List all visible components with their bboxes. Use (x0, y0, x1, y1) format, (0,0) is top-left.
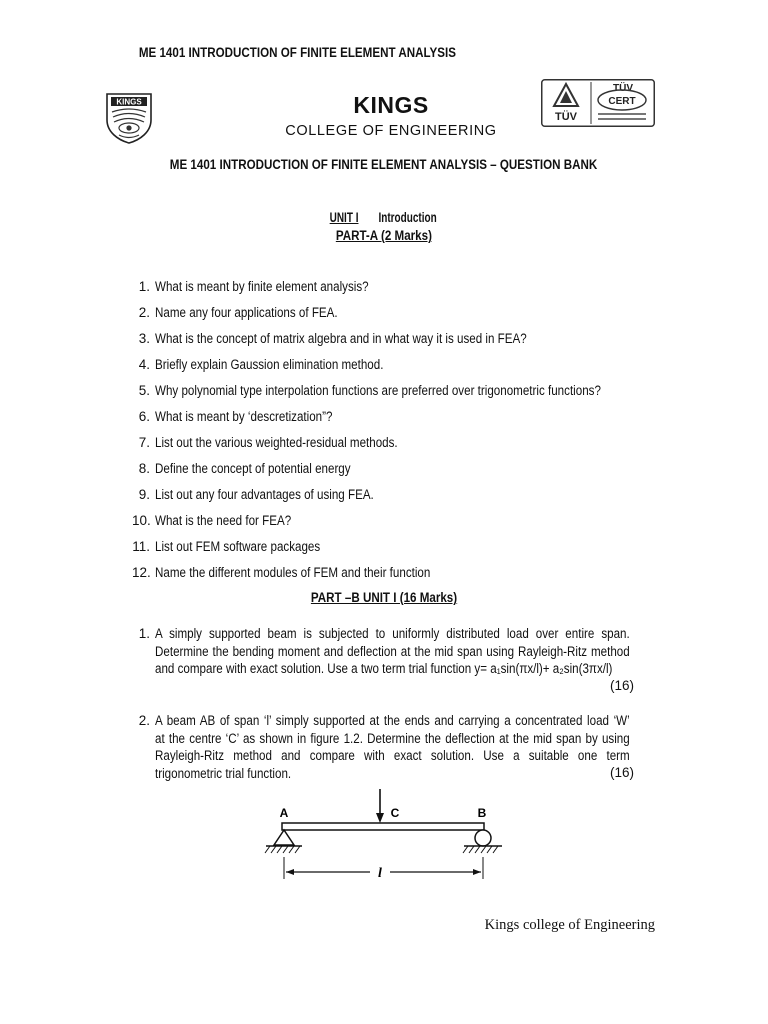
list-item: 7. List out the various weighted-residual methods. (138, 435, 398, 450)
question-text: A beam AB of span ‘l’ simply supported at the ends and carrying a concentrated load ‘W’ at the centre ‘C’ as shown in figure 1.2. Determine the deflection at the mid span by using Rayleigh-Ritz method and compare with exact solution. Use a suitable one term trigonometric trial function. (155, 713, 630, 781)
list-item: 6. What is meant by ‘descretization”? (138, 409, 333, 424)
part-a-heading: PART-A (2 Marks) (335, 228, 433, 243)
list-item: 3. What is the concept of matrix algebra and in what way it is used in FEA? (138, 331, 527, 346)
unit-name: Introduction (378, 210, 437, 225)
roller-support (475, 830, 491, 846)
page-footer: Kings college of Engineering (484, 917, 655, 933)
list-item: 8. Define the concept of potential energy (138, 461, 351, 476)
question-text: A simply supported beam is subjected to uniformly distributed load over entire span. Determine the bending moment and deflection at the mid span using Rayleigh-Ritz method and compare with exact solution. Use a two term trial function y= a₁sin(πx/l)+ a₂sin(3πx/l) (155, 626, 630, 676)
part-b-heading: PART –B UNIT I (16 Marks) (310, 590, 458, 605)
marks-label: (16) (610, 678, 635, 693)
part-a-question-list (132, 279, 652, 591)
tuv-cert-logo (541, 79, 655, 127)
question-number: 1. (138, 626, 150, 641)
college-subtitle: COLLEGE OF ENGINEERING (285, 123, 497, 139)
tuv-text-left: TÜV (555, 111, 577, 123)
label-a: A (279, 806, 289, 820)
crest-text: KINGS (116, 97, 142, 107)
document-title: ME 1401 INTRODUCTION OF FINITE ELEMENT ANALYSIS – QUESTION BANK (170, 157, 598, 172)
college-name: KINGS (353, 92, 429, 118)
list-item: 9. List out any four advantages of using FEA. (138, 487, 374, 502)
list-item: 2. Name any four applications of FEA. (138, 305, 338, 320)
label-b: B (477, 806, 487, 820)
beam-figure (262, 787, 506, 887)
unit-heading (0, 210, 768, 225)
marks-label: (16) (610, 765, 635, 780)
tuv-text-right: TÜV (613, 83, 633, 94)
list-item: 10. What is the need for FEA? (132, 513, 292, 528)
question-number: 2. (138, 713, 150, 728)
list-item: 11. List out FEM software packages (132, 539, 321, 554)
list-item: 12. Name the different modules of FEM and their function (132, 565, 431, 580)
cert-badge-text: CERT (608, 96, 636, 107)
list-item: 4. Briefly explain Gaussion elimination method. (138, 357, 384, 372)
label-c: C (390, 806, 400, 820)
unit-label: UNIT I (329, 210, 359, 225)
pin-support (274, 830, 294, 845)
running-header: ME 1401 INTRODUCTION OF FINITE ELEMENT ANALYSIS (138, 45, 456, 60)
span-label: l (378, 866, 382, 881)
list-item: 1. What is meant by finite element analysis? (138, 279, 369, 294)
beam (282, 823, 484, 830)
list-item: 5. Why polynomial type interpolation functions are preferred over trigonometric functions? (138, 383, 601, 398)
